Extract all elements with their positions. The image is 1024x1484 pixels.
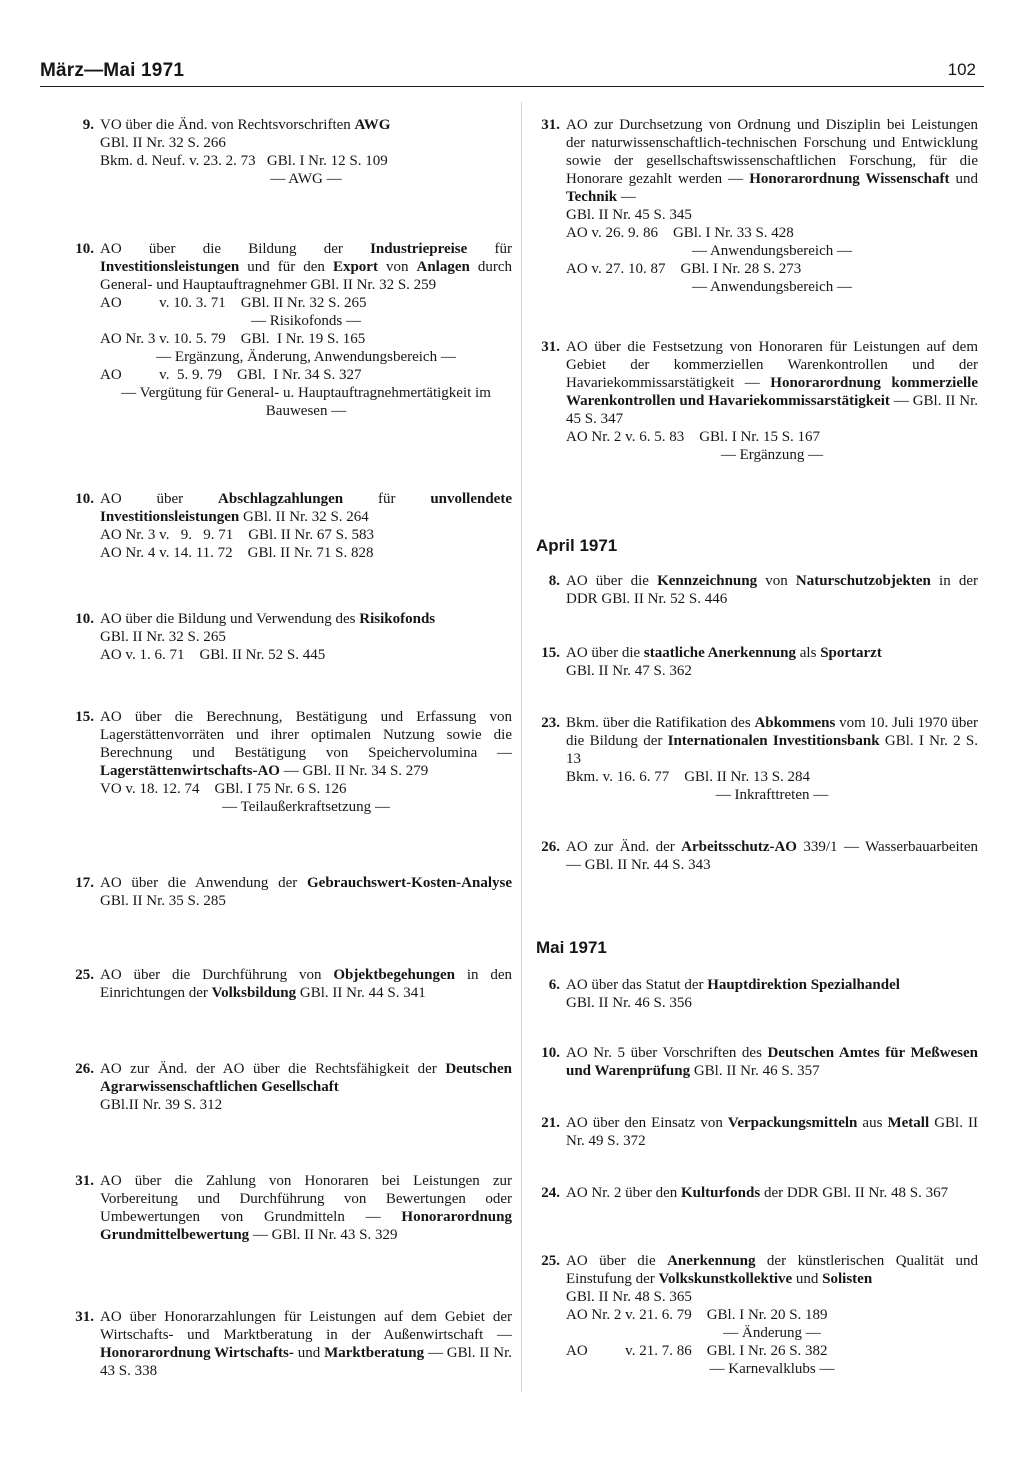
entry-day: 10. xyxy=(75,491,94,507)
month-heading: Mai 1971 xyxy=(536,938,607,957)
entry-body xyxy=(100,708,512,816)
entry-reference: VO v. 18. 12. 74 GBl. I 75 Nr. 6 S. 126 xyxy=(100,781,347,797)
entry-body xyxy=(566,976,978,1012)
entry-amendment-note: — Teilaußerkraftsetzung — xyxy=(222,799,390,815)
register-entry xyxy=(528,838,978,874)
entry-body xyxy=(100,490,512,562)
entry-body xyxy=(100,874,512,910)
entry-body xyxy=(100,1308,512,1380)
entry-amendment-note: — Anwendungsbereich — xyxy=(692,243,852,259)
entry-day: 31. xyxy=(75,1309,94,1325)
entry-amendment-note: — Karnevalklubs — xyxy=(709,1361,835,1377)
running-title: März—Mai 1971 xyxy=(40,60,185,81)
entry-body xyxy=(566,838,978,874)
entry-day: 31. xyxy=(541,339,560,355)
register-entry xyxy=(62,1172,512,1244)
entry-title: AO über das Statut der Hauptdirektion Spezialhandel xyxy=(566,977,900,993)
entry-reference: AO Nr. 3 v. 9. 9. 71 GBl. II Nr. 67 S. 583 xyxy=(100,527,375,543)
entry-day: 31. xyxy=(75,1173,94,1189)
entry-title: AO über Honorarzahlungen für Leistungen auf dem Gebiet der Wirtschafts- und Marktberatung in der Außenwirtschaft — Honorarordnung Wirtschafts- und Marktberatung — GBl. II Nr. 43 S. 338 xyxy=(100,1309,512,1379)
entry-body xyxy=(100,610,512,664)
entry-day: 26. xyxy=(541,839,560,855)
entry-day: 21. xyxy=(541,1115,560,1131)
entry-reference: AO v. 27. 10. 87 GBl. I Nr. 28 S. 273 xyxy=(566,261,802,277)
entry-reference: AO v. 1. 6. 71 GBl. II Nr. 52 S. 445 xyxy=(100,647,326,663)
entry-body xyxy=(566,338,978,464)
entry-body xyxy=(566,1044,978,1080)
register-entry xyxy=(528,572,978,608)
entry-body xyxy=(566,714,978,804)
entry-body xyxy=(566,572,978,608)
entry-reference: GBl.II Nr. 39 S. 312 xyxy=(100,1097,223,1113)
register-entry xyxy=(62,966,512,1002)
entry-title: AO zur Durchsetzung von Ordnung und Disziplin bei Leistungen der naturwissenschaftlich-technischen Forschung und Entwicklung sowie der gesellschaftswissenschaftlichen Forschung, für die Honorare gezahlt werden — Honorarordnung Wissenschaft und Technik — xyxy=(566,117,978,205)
entry-day: 10. xyxy=(541,1045,560,1061)
entry-title: AO über die Durchführung von Objektbegehungen in den Einrichtungen der Volksbildung GBl. II Nr. 44 S. 341 xyxy=(100,967,512,1001)
entry-day: 10. xyxy=(75,241,94,257)
register-entry xyxy=(62,490,512,562)
entry-reference: GBl. II Nr. 48 S. 365 xyxy=(566,1289,692,1305)
entry-reference: Bkm. v. 16. 6. 77 GBl. II Nr. 13 S. 284 xyxy=(566,769,811,785)
entry-title: AO über die Zahlung von Honoraren bei Leistungen zur Vorbereitung und Durchführung von Bewertungen oder Umbewertungen von Grundmitteln — Honorarordnung Grundmittelbewertung — GBl. II Nr. 43 S. 329 xyxy=(100,1173,512,1243)
entry-title: AO über die Bildung der Industriepreise für Investitionsleistungen und für den Export von Anlagen durch General- und Hauptauftragnehmer GBl. II Nr. 32 S. 259 xyxy=(100,241,513,293)
entry-body xyxy=(566,644,978,680)
register-entry xyxy=(528,1252,978,1378)
entry-body xyxy=(566,1252,978,1378)
register-entry xyxy=(62,116,512,188)
entry-title: AO über die Festsetzung von Honoraren für Leistungen auf dem Gebiet der kommerziellen Warenkontrollen und der Havariekommissarstätigkeit — Honorarordnung kommerzielle Warenkontrollen und Havariekommissarstätigkeit — GBl. II Nr. 45 S. 347 xyxy=(566,339,978,427)
entry-reference: GBl. II Nr. 47 S. 362 xyxy=(566,663,692,679)
entry-body xyxy=(566,1184,978,1202)
column-divider xyxy=(521,102,522,1392)
entry-reference: AO v. 10. 3. 71 GBl. II Nr. 32 S. 265 xyxy=(100,295,367,311)
entry-body xyxy=(100,240,512,420)
entry-amendment-note: — Anwendungsbereich — xyxy=(692,279,852,295)
entry-day: 25. xyxy=(75,967,94,983)
register-entry xyxy=(62,1060,512,1114)
entry-day: 9. xyxy=(82,117,94,133)
register-entry xyxy=(528,1184,978,1202)
entry-body xyxy=(566,116,978,296)
entry-title: AO über die Kennzeichnung von Naturschutzobjekten in der DDR GBl. II Nr. 52 S. 446 xyxy=(566,573,978,607)
entry-day: 26. xyxy=(75,1061,94,1077)
entry-body xyxy=(100,116,512,188)
entry-body xyxy=(100,1060,512,1114)
entry-amendment-note: — Ergänzung — xyxy=(720,447,824,463)
entry-amendment-note: — Vergütung für General- u. Hauptauftragnehmertätigkeit im Bauwesen — xyxy=(121,385,491,419)
entry-title: AO zur Änd. der Arbeitsschutz-AO 339/1 — Wasserbauarbeiten — GBl. II Nr. 44 S. 343 xyxy=(566,839,978,873)
entry-amendment-note: — Ergänzung, Änderung, Anwendungsbereich — xyxy=(156,349,456,365)
register-entry xyxy=(528,1044,978,1080)
entry-title: AO zur Änd. der AO über die Rechtsfähigkeit der Deutschen Agrarwissenschaftlichen Gesellschaft xyxy=(100,1061,512,1095)
entry-reference: GBl. II Nr. 32 S. 265 xyxy=(100,629,226,645)
entry-reference: AO v. 5. 9. 79 GBl. I Nr. 34 S. 327 xyxy=(100,367,362,383)
entry-title: AO Nr. 2 über den Kulturfonds der DDR GBl. II Nr. 48 S. 367 xyxy=(566,1185,949,1201)
entry-reference: AO Nr. 2 v. 21. 6. 79 GBl. I Nr. 20 S. 189 xyxy=(566,1307,828,1323)
entry-reference: GBl. II Nr. 32 S. 266 xyxy=(100,135,226,151)
entry-body xyxy=(566,1114,978,1150)
entry-body xyxy=(100,966,512,1002)
register-entry xyxy=(528,714,978,804)
entry-reference: GBl. II Nr. 45 S. 345 xyxy=(566,207,692,223)
entry-title: AO über die Anerkennung der künstlerischen Qualität und Einstufung der Volkskunstkollektive und Solisten xyxy=(566,1253,978,1287)
entry-day: 23. xyxy=(541,715,560,731)
register-entry xyxy=(528,116,978,296)
register-entry xyxy=(62,1308,512,1380)
entry-day: 17. xyxy=(75,875,94,891)
entry-day: 31. xyxy=(541,117,560,133)
register-entry xyxy=(528,338,978,464)
register-entry xyxy=(62,240,512,420)
entry-reference: Bkm. d. Neuf. v. 23. 2. 73 GBl. I Nr. 12 S. 109 xyxy=(100,153,388,169)
register-entry xyxy=(528,1114,978,1150)
entry-title: VO über die Änd. von Rechtsvorschriften AWG xyxy=(100,117,391,133)
register-entry xyxy=(62,610,512,664)
entry-amendment-note: — Risikofonds — xyxy=(250,313,361,329)
entry-day: 25. xyxy=(541,1253,560,1269)
entry-reference: AO v. 26. 9. 86 GBl. I Nr. 33 S. 428 xyxy=(566,225,794,241)
entry-reference: AO Nr. 4 v. 14. 11. 72 GBl. II Nr. 71 S. 828 xyxy=(100,545,374,561)
entry-day: 6. xyxy=(548,977,560,993)
entry-title: AO über Abschlagzahlungen für unvollendete Investitionsleistungen GBl. II Nr. 32 S. 264 xyxy=(100,491,512,525)
entry-day: 10. xyxy=(75,611,94,627)
register-entry xyxy=(62,708,512,816)
entry-reference: AO Nr. 2 v. 6. 5. 83 GBl. I Nr. 15 S. 167 xyxy=(566,429,821,445)
entry-title: AO über die Anwendung der Gebrauchswert-Kosten-Analyse GBl. II Nr. 35 S. 285 xyxy=(100,875,512,909)
register-entry xyxy=(528,976,978,1012)
register-entry xyxy=(528,644,978,680)
entry-day: 15. xyxy=(75,709,94,725)
entry-title: Bkm. über die Ratifikation des Abkommens vom 10. Juli 1970 über die Bildung der Internationalen Investitionsbank GBl. I Nr. 2 S. 13 xyxy=(566,715,978,767)
page-header xyxy=(40,50,984,87)
entry-body xyxy=(100,1172,512,1244)
page-number: 102 xyxy=(947,60,976,79)
entry-title: AO über die Bildung und Verwendung des Risikofonds xyxy=(100,611,436,627)
month-heading: April 1971 xyxy=(536,536,618,555)
entry-title: AO über die staatliche Anerkennung als Sportarzt xyxy=(566,645,882,661)
entry-title: AO über den Einsatz von Verpackungsmitteln aus Metall GBl. II Nr. 49 S. 372 xyxy=(566,1115,978,1149)
entry-day: 24. xyxy=(541,1185,560,1201)
entry-title: AO über die Berechnung, Bestätigung und Erfassung von Lagerstättenvorräten und ihrer optimalen Nutzung sowie die Berechnung und Bestätigung von Speichervolumina — Lagerstättenwirtschafts-AO — GBl. II Nr. 34 S. 279 xyxy=(100,709,512,779)
entry-amendment-note: — Inkrafttreten — xyxy=(715,787,829,803)
entry-reference: AO Nr. 3 v. 10. 5. 79 GBl. I Nr. 19 S. 165 xyxy=(100,331,366,347)
entry-amendment-note: — AWG — xyxy=(270,171,342,187)
entry-reference: AO v. 21. 7. 86 GBl. I Nr. 26 S. 382 xyxy=(566,1343,828,1359)
entry-amendment-note: — Änderung — xyxy=(723,1325,821,1341)
entry-title: AO Nr. 5 über Vorschriften des Deutschen Amtes für Meßwesen und Warenprüfung GBl. II Nr. 46 S. 357 xyxy=(566,1045,978,1079)
entry-day: 15. xyxy=(541,645,560,661)
entry-reference: GBl. II Nr. 46 S. 356 xyxy=(566,995,692,1011)
entry-day: 8. xyxy=(548,573,560,589)
register-entry xyxy=(62,874,512,910)
